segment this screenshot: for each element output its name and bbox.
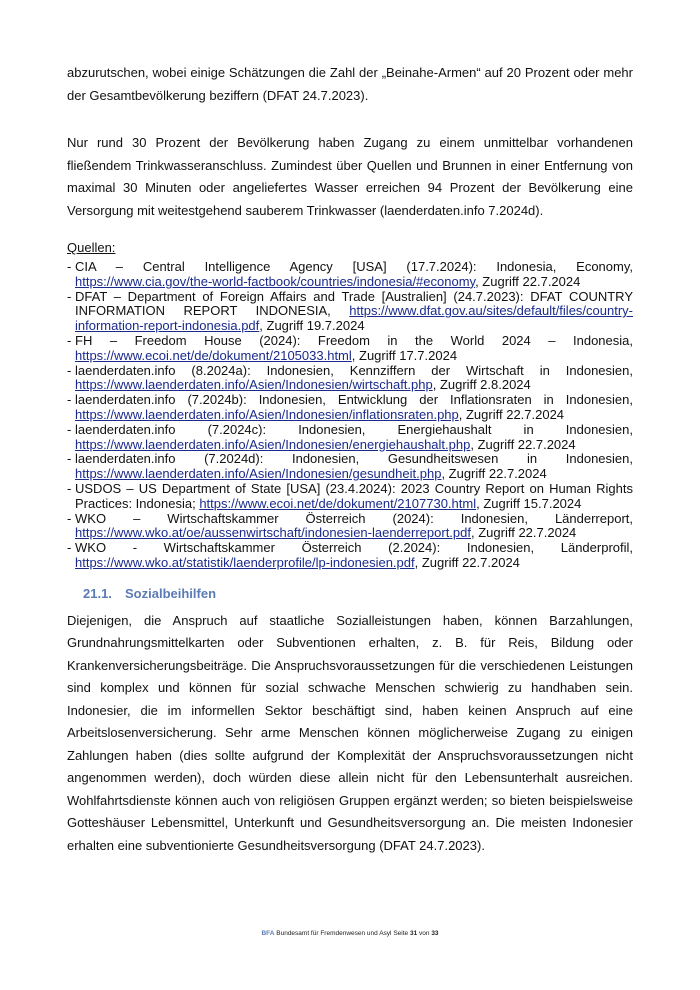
list-dash: -: [67, 288, 72, 304]
footer-of-word: von: [419, 930, 430, 937]
source-text: laenderdaten.info (7.2024d): Indonesien, Gesundheitswesen in Indonesien,: [75, 451, 633, 467]
source-item: [67, 334, 633, 364]
source-link[interactable]: https://www.laenderdaten.info/Asien/Indonesien/energiehaushalt.php: [75, 436, 471, 452]
source-text: WKO – Wirtschaftskammer Österreich (2024): Indonesien, Länderreport,: [75, 510, 633, 526]
list-dash: -: [67, 451, 72, 467]
footer-org-name: Bundesamt für Fremdenwesen und Asyl: [276, 930, 392, 937]
source-item: [67, 482, 633, 512]
source-access-date: , Zugriff 22.7.2024: [470, 436, 576, 452]
sources-list: [67, 260, 633, 571]
source-link[interactable]: https://www.dfat.gov.au/sites/default/files/country-information-report-indonesia.pdf: [75, 303, 633, 334]
source-link[interactable]: https://www.cia.gov/the-world-factbook/countries/indonesia/#economy: [75, 273, 476, 289]
source-item: [67, 260, 633, 290]
source-access-date: , Zugriff 22.7.2024: [441, 466, 547, 482]
source-link[interactable]: https://www.laenderdaten.info/Asien/Indonesien/wirtschaft.php: [75, 377, 433, 393]
source-text: CIA – Central Intelligence Agency [USA] (17.7.2024): Indonesia, Economy,: [75, 259, 633, 274]
list-dash: -: [67, 362, 72, 378]
list-dash: -: [67, 392, 72, 408]
list-dash: -: [67, 259, 72, 274]
section-paragraph: Diejenigen, die Anspruch auf staatliche Sozialleistungen haben, können Barzahlungen, Grundnahrungsmittelkarten oder Subventionen erhalten, z. B. für Reis, Bildung oder Krankenversicherungsbeiträge. Die Anspruchsvoraussetzungen für die verschiedenen Leistungen sind komplex und können für sozial schwache Menschen schwierig zu handhaben sein. Indonesier, die im informellen Sektor beschäftigt sind, haben keinen Anspruch auf eine Arbeitslosenversicherung. Sehr arme Menschen können möglicherweise Zugang zu einigen Zahlungen haben (dies sollte aufgrund der Komplexität der Anspruchsvoraussetzungen nicht angenommen werden), doch würden diese allein nicht für den Lebensunterhalt ausreichen. Wohlfahrtsdienste können auch von religiösen Gruppen ergänzt werden; so bieten beispielsweise Gotteshäuser Lebensmittel, Unterkunft und Gesundheitsversorgung an. Die meisten Indonesier erhalten eine subventionierte Gesundheitsversorgung (DFAT 24.7.2023).: [67, 612, 633, 853]
sources-heading: Quellen:: [67, 240, 116, 255]
footer-page-current: 31: [409, 930, 418, 937]
source-access-date: , Zugriff 17.7.2024: [351, 347, 458, 363]
source-text: WKO - Wirtschaftskammer Österreich (2.2024): Indonesien, Länderprofil,: [75, 540, 633, 556]
source-access-date: , Zugriff 22.7.2024: [475, 273, 581, 289]
source-item: [67, 423, 633, 453]
footer-page-word: Seite: [393, 930, 409, 937]
source-item: [67, 452, 633, 482]
footer-page-total: 33: [431, 930, 439, 937]
source-link[interactable]: https://www.wko.at/oe/aussenwirtschaft/indonesien-laenderreport.pdf: [75, 525, 471, 541]
page-footer: [0, 930, 700, 937]
source-text: laenderdaten.info (7.2024c): Indonesien, Energiehaushalt in Indonesien,: [75, 421, 633, 437]
list-dash: -: [67, 421, 72, 437]
source-access-date: , Zugriff 22.7.2024: [414, 554, 520, 570]
source-item: [67, 541, 633, 571]
source-link[interactable]: https://www.laenderdaten.info/Asien/Indonesien/gesundheit.php: [75, 466, 442, 482]
section-number: 21.1.: [83, 585, 112, 601]
section-heading: [67, 584, 633, 604]
list-dash: -: [67, 540, 72, 556]
source-text: laenderdaten.info (8.2024a): Indonesien, Kennziffern der Wirtschaft in Indonesien,: [75, 362, 633, 378]
source-link[interactable]: https://www.laenderdaten.info/Asien/Indonesien/inflationsraten.php: [75, 406, 459, 422]
source-item: [67, 364, 633, 394]
list-dash: -: [67, 510, 72, 526]
source-link[interactable]: https://www.wko.at/statistik/laenderprofile/lp-indonesien.pdf: [75, 554, 415, 570]
source-text: FH – Freedom House (2024): Freedom in the World 2024 – Indonesia,: [75, 332, 633, 348]
page-content: [67, 62, 633, 857]
source-link[interactable]: https://www.ecoi.net/de/dokument/2105033.html: [75, 347, 352, 363]
footer-org-abbr: BFA: [261, 930, 275, 937]
source-item: [67, 393, 633, 423]
source-text: USDOS – US Department of State [USA] (23.4.2024): 2023 Country Report on Human Rights Practices: Indonesia;: [75, 480, 633, 511]
intro-paragraph: abzurutschen, wobei einige Schätzungen die Zahl der „Beinahe-Armen“ auf 20 Prozent oder mehr der Gesamtbevölkerung beziffern (DFAT 24.7.2023).: [67, 65, 633, 103]
source-access-date: , Zugriff 2.8.2024: [432, 377, 531, 393]
source-item: [67, 512, 633, 542]
list-dash: -: [67, 332, 72, 348]
water-paragraph: Nur rund 30 Prozent der Bevölkerung haben Zugang zu einem unmittelbar vorhandenen fließendem Trinkwasseranschluss. Zumindest über Quellen und Brunnen in einer Entfernung von maximal 30 Minuten oder angeliefertes Wasser erreichen 94 Prozent der Bevölkerung eine Versorgung mit weitestgehend sauberem Trinkwasser (laenderdaten.info 7.2024d).: [67, 135, 633, 218]
source-link[interactable]: https://www.ecoi.net/de/dokument/2107730.html: [199, 495, 477, 511]
source-access-date: , Zugriff 15.7.2024: [476, 495, 582, 511]
source-access-date: , Zugriff 22.7.2024: [458, 406, 565, 422]
source-item: [67, 290, 633, 334]
section-title: Sozialbeihilfen: [125, 585, 217, 601]
source-access-date: , Zugriff 19.7.2024: [259, 318, 365, 334]
source-text: laenderdaten.info (7.2024b): Indonesien, Entwicklung der Inflationsraten in Indonesien,: [75, 392, 633, 408]
source-access-date: , Zugriff 22.7.2024: [471, 525, 577, 541]
source-text: DFAT – Department of Foreign Affairs and Trade [Australien] (24.7.2023): DFAT COUNTRY INFORMATION REPORT INDONESIA,: [75, 288, 633, 319]
list-dash: -: [67, 480, 72, 496]
